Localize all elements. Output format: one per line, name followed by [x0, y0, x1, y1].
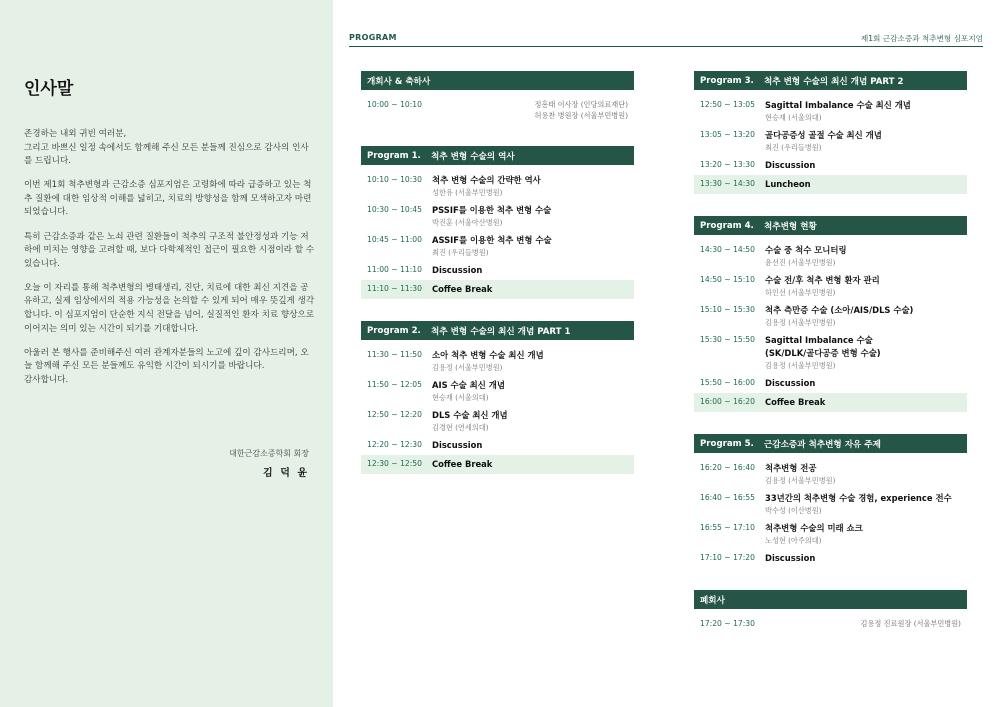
session-row: [361, 455, 634, 474]
session-speaker: 김용정 (서울부민병원): [432, 363, 503, 372]
session-row: [694, 615, 967, 632]
signer-block: [229, 448, 309, 479]
section-header: [694, 216, 967, 235]
section-body: [694, 90, 967, 194]
session-speaker: 최진 (우리들병원): [765, 143, 822, 152]
section-title: 근감소증과 척추변형 자유 주제: [764, 439, 881, 450]
session-content: [432, 283, 628, 296]
session-time: 11:00 ~ 11:10: [367, 265, 422, 274]
section-title: 폐회사: [700, 595, 725, 606]
program-number: Program 5.: [700, 438, 754, 449]
session-title: Discussion: [432, 265, 483, 275]
program-section: [694, 216, 967, 412]
session-time: 11:50 ~ 12:05: [367, 380, 422, 389]
symposium-title: 제1회 근감소증과 척추변형 심포지엄: [860, 34, 983, 43]
session-row: [361, 231, 634, 261]
session-time: 12:50 ~ 12:20: [367, 410, 422, 419]
program-number: Program 4.: [700, 220, 754, 231]
program-header: PROGRAM: [349, 33, 397, 42]
session-title: Coffee Break: [432, 284, 493, 294]
session-title: 척추 변형 수술의 간략한 역사: [432, 175, 541, 185]
session-row: [694, 519, 967, 549]
session-content: [765, 274, 961, 298]
section-body: [361, 340, 634, 474]
program-section: [361, 321, 634, 474]
session-title: Coffee Break: [765, 397, 826, 407]
session-content: [432, 264, 628, 277]
signer-name: 김 덕 윤: [263, 468, 309, 479]
session-speaker: 정흥태 이사장 (인당의료재단) 허용찬 병원장 (서울부민병원): [534, 100, 628, 120]
session-row: [694, 393, 967, 412]
program-number: Program 3.: [700, 75, 754, 86]
session-title: Sagittal Imbalance 수술 최신 개념: [765, 100, 911, 110]
session-content: [432, 204, 628, 228]
session-title: 소아 척추 변형 수술 최신 개념: [432, 350, 544, 360]
section-title: 척추변형 현황: [764, 221, 817, 232]
session-time: 16:40 ~ 16:55: [700, 493, 755, 502]
session-row: [694, 459, 967, 489]
session-time: 14:30 ~ 14:50: [700, 245, 755, 254]
session-row: [694, 271, 967, 301]
session-content: [765, 129, 961, 153]
session-row: [694, 374, 967, 393]
session-title: 척추변형 전공: [765, 463, 817, 473]
session-row: [361, 96, 634, 124]
session-content: [765, 377, 961, 390]
session-time: 11:30 ~ 11:50: [367, 350, 422, 359]
session-speaker: 현승재 (서울의대): [765, 113, 822, 122]
session-title: AIS 수술 최신 개념: [432, 380, 505, 390]
section-title: 척추 변형 수술의 최신 개념 PART 1: [431, 326, 571, 337]
section-body: [361, 165, 634, 299]
session-time: 10:10 ~ 10:30: [367, 175, 422, 184]
program-column-left: [361, 71, 634, 496]
session-speaker: 김용정 (서울부민병원): [765, 476, 836, 485]
session-title: 척추변형 수술의 미래 쇼크: [765, 523, 863, 533]
program-column-right: [694, 71, 967, 654]
section-header: [361, 146, 634, 165]
program-section: [694, 590, 967, 632]
session-time: 13:05 ~ 13:20: [700, 130, 755, 139]
session-content: [432, 174, 628, 198]
session-content: [765, 522, 961, 546]
greeting-paragraph: 오늘 이 자리를 통해 척추변형의 병태생리, 진단, 치료에 대한 최신 지견을 공유하고, 실제 임상에서의 적용 가능성을 논의할 수 있게 되어 매우 뜻깊게 생각합니다. 이 심포지엄이 단순한 지식 전달을 넘어, 실질적인 환자 치료 향상으로 이어지는 의미 있는 시간이 되기를 기대합니다.: [24, 282, 315, 334]
session-row: [361, 346, 634, 376]
session-title: Discussion: [432, 440, 483, 450]
session-content: [765, 304, 961, 328]
section-title: 척추 변형 수술의 최신 개념 PART 2: [764, 76, 904, 87]
section-header: [361, 71, 634, 90]
session-speaker: 김경현 (연세의대): [432, 423, 489, 432]
program-number: Program 1.: [367, 150, 421, 161]
session-content: [765, 462, 961, 486]
session-speaker: 현승재 (서울의대): [432, 393, 489, 402]
session-title: Discussion: [765, 160, 816, 170]
session-title: Discussion: [765, 378, 816, 388]
section-body: [361, 90, 634, 124]
session-speaker: 박진훈 (서울아산병원): [432, 218, 503, 227]
session-time: 13:30 ~ 14:30: [700, 179, 755, 188]
session-content: [765, 99, 961, 123]
session-speaker: 김용정 (서울부민병원): [765, 318, 836, 327]
session-row: [361, 201, 634, 231]
session-content: [765, 159, 961, 172]
greeting-paragraph: 특히 근감소증과 같은 노쇠 관련 질환들이 척추의 구조적 불안정성과 기능 저하에 미치는 영향을 고려할 때, 보다 다학제적인 접근이 필요한 시점이라 할 수 있습니다.: [24, 231, 315, 269]
program-section: [361, 146, 634, 299]
section-body: [694, 453, 967, 568]
session-row: [694, 331, 967, 374]
session-speaker: 성한유 (서울부민병원): [432, 188, 503, 197]
session-content: [765, 334, 961, 371]
session-time: 15:50 ~ 16:00: [700, 378, 755, 387]
session-row: [694, 549, 967, 568]
session-title: 골다공증성 골절 수술 최신 개념: [765, 130, 882, 140]
session-time: 16:20 ~ 16:40: [700, 463, 755, 472]
session-row: [694, 126, 967, 156]
greeting-paragraph: 아울러 본 행사를 준비해주신 여러 관계자분들의 노고에 깊이 감사드리며, 오늘 함께해 주신 모든 분들께도 유익한 시간이 되시기를 바랍니다. 감사합니다.: [24, 347, 309, 385]
session-row: [694, 175, 967, 194]
session-title: 33년간의 척추변형 수술 경험, experience 전수: [765, 493, 952, 503]
session-time: 10:00 ~ 10:10: [367, 100, 422, 109]
session-title: DLS 수술 최신 개념: [432, 410, 508, 420]
session-content: [432, 234, 628, 258]
session-time: 15:10 ~ 15:30: [700, 305, 755, 314]
session-title: PSSIF를 이용한 척추 변형 수술: [432, 205, 552, 215]
section-header: [694, 434, 967, 453]
session-content: [432, 409, 628, 433]
session-content: [432, 379, 628, 403]
session-content: [432, 349, 628, 373]
session-speaker: 노성현 (아주의대): [765, 536, 822, 545]
session-time: 16:55 ~ 17:10: [700, 523, 755, 532]
program-section: [694, 71, 967, 194]
session-content: [432, 99, 628, 121]
session-speaker: 박수성 (이산병원): [765, 506, 822, 515]
session-content: [765, 244, 961, 268]
session-title: ASSIF를 이용한 척추 변형 수술: [432, 235, 552, 245]
session-time: 15:30 ~ 15:50: [700, 335, 755, 344]
greeting-paragraph: 이번 제1회 척추변형과 근감소증 심포지엄은 고령화에 따라 급증하고 있는 척추 질환에 대한 임상적 이해를 넓히고, 치료의 방향성을 함께 모색하고자 마련되었습니다.: [24, 180, 312, 218]
session-content: [765, 618, 961, 629]
session-row: [361, 280, 634, 299]
session-row: [361, 406, 634, 436]
section-header: [361, 321, 634, 340]
section-title: 척추 변형 수술의 역사: [431, 151, 515, 162]
program-section: [361, 71, 634, 124]
section-header: [694, 590, 967, 609]
session-time: 17:10 ~ 17:20: [700, 553, 755, 562]
session-time: 17:20 ~ 17:30: [700, 619, 755, 628]
session-content: [765, 396, 961, 409]
session-content: [765, 552, 961, 565]
session-row: [694, 156, 967, 175]
session-row: [361, 171, 634, 201]
greeting-body: [24, 128, 316, 398]
section-body: [694, 235, 967, 412]
session-speaker: 김용정 진료원장 (서울부민병원): [860, 619, 961, 628]
session-content: [765, 178, 961, 191]
session-time: 12:30 ~ 12:50: [367, 459, 422, 468]
session-row: [361, 436, 634, 455]
session-title: 수술 전/후 척추 변형 환자 관리: [765, 275, 880, 285]
session-content: [432, 458, 628, 471]
greeting-panel: [0, 0, 333, 707]
session-row: [694, 489, 967, 519]
session-row: [361, 261, 634, 280]
session-speaker: 김용정 (서울부민병원): [765, 361, 836, 370]
session-time: 14:50 ~ 15:10: [700, 275, 755, 284]
section-title: 개회사 & 축하사: [367, 76, 431, 87]
session-title: Coffee Break: [432, 459, 493, 469]
greeting-title: 인사말: [24, 79, 74, 99]
session-speaker: 최진 (우리들병원): [432, 248, 489, 257]
session-row: [361, 376, 634, 406]
session-time: 12:50 ~ 13:05: [700, 100, 755, 109]
session-time: 13:20 ~ 13:30: [700, 160, 755, 169]
session-time: 10:45 ~ 11:00: [367, 235, 422, 244]
session-speaker: 하인선 (서울부민병원): [765, 288, 836, 297]
session-row: [694, 241, 967, 271]
session-title: Discussion: [765, 553, 816, 563]
session-row: [694, 96, 967, 126]
section-body: [694, 609, 967, 632]
session-title: 수술 중 척수 모니터링: [765, 245, 847, 255]
session-time: 16:00 ~ 16:20: [700, 397, 755, 406]
section-header: [694, 71, 967, 90]
signer-org: 대한근감소증학회 회장: [229, 449, 309, 458]
session-time: 10:30 ~ 10:45: [367, 205, 422, 214]
greeting-paragraph: 존경하는 내외 귀빈 여러분, 그리고 바쁘신 일정 속에서도 함께해 주신 모든 분들께 진심으로 감사의 인사를 드립니다.: [24, 129, 309, 167]
session-time: 11:10 ~ 11:30: [367, 284, 422, 293]
session-title: 척추 측만증 수술 (소아/AIS/DLS 수술): [765, 305, 914, 315]
session-title: Luncheon: [765, 179, 811, 189]
session-row: [694, 301, 967, 331]
program-number: Program 2.: [367, 325, 421, 336]
session-content: [765, 492, 961, 516]
session-content: [432, 439, 628, 452]
program-section: [694, 434, 967, 568]
session-title: Sagittal Imbalance 수술 (SK/DLK/골다공증 변형 수술): [765, 335, 881, 358]
session-time: 12:20 ~ 12:30: [367, 440, 422, 449]
header-divider: [349, 46, 983, 47]
session-speaker: 윤선진 (서울부민병원): [765, 258, 836, 267]
